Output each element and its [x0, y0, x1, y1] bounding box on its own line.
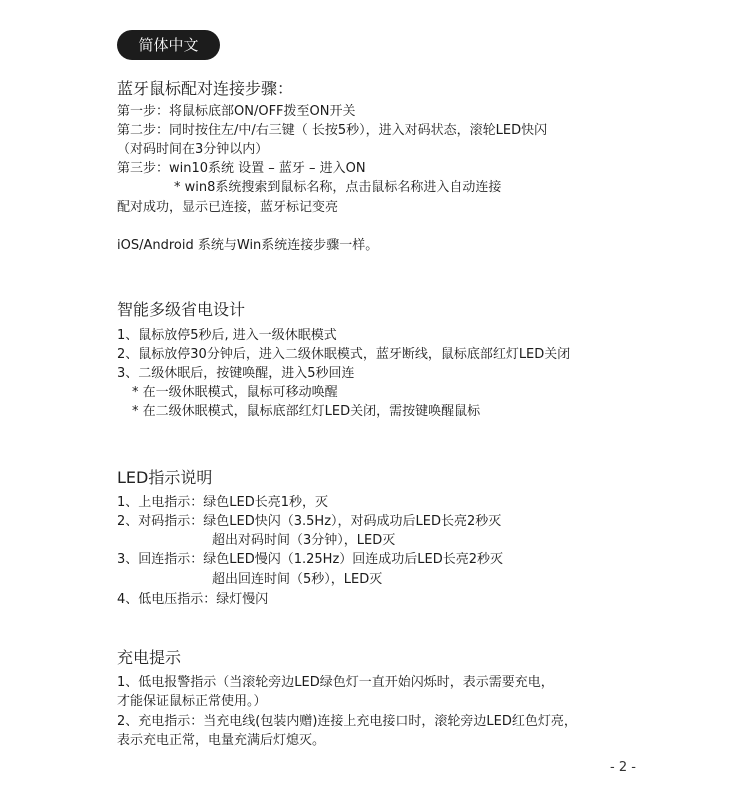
- charging-item-2: 2、充电指示：当充电线(包装内赠)连接上充电接口时，滚轮旁边LED红色灯亮，: [117, 714, 577, 729]
- power-saving-item-3: 3、二级休眠后，按键唤醒，进入5秒回连: [117, 366, 355, 381]
- bluetooth-pairing-title: 蓝牙鼠标配对连接步骤：: [117, 79, 294, 98]
- bluetooth-step-3: 第三步：win10系统 设置 – 蓝牙 – 进入ON: [117, 161, 366, 176]
- charging-item-1-cont: 才能保证鼠标正常使用。）: [117, 694, 267, 709]
- charging-item-2-cont: 表示充电正常，电量充满后灯熄灭。: [117, 733, 326, 748]
- bluetooth-ios-android-note: iOS/Android 系统与Win系统连接步骤一样。: [117, 238, 379, 253]
- power-saving-item-1: 1、鼠标放停5秒后, 进入一级休眠模式: [117, 328, 337, 343]
- bluetooth-step-2: 第二步：同时按住左/中/右三键（ 长按5秒），进入对码状态，滚轮LED快闪: [117, 123, 548, 138]
- led-item-3-timeout: 超出回连时间（5秒），LED灭: [212, 572, 383, 587]
- led-indicator-title: LED指示说明: [117, 468, 213, 487]
- led-item-2: 2、对码指示：绿色LED快闪（3.5Hz），对码成功后LED长亮2秒灭: [117, 514, 502, 529]
- power-saving-title: 智能多级省电设计: [117, 300, 246, 319]
- charging-title: 充电提示: [117, 648, 182, 667]
- led-item-1: 1、上电指示：绿色LED长亮1秒，灭: [117, 495, 329, 510]
- led-item-4: 4、低电压指示：绿灯慢闪: [117, 592, 269, 607]
- power-saving-note-2: * 在二级休眠模式，鼠标底部红灯LED关闭，需按键唤醒鼠标: [132, 404, 481, 419]
- page-number: - 2 -: [610, 760, 636, 775]
- bluetooth-step-3-win8-note: * win8系统搜索到鼠标名称，点击鼠标名称进入自动连接: [174, 180, 502, 195]
- bluetooth-step-2-note: （对码时间在3分钟以内）: [117, 142, 269, 157]
- bluetooth-step-1: 第一步：将鼠标底部ON/OFF拨至ON开关: [117, 104, 356, 119]
- power-saving-note-1: * 在一级休眠模式，鼠标可移动唤醒: [132, 385, 338, 400]
- led-item-2-timeout: 超出对码时间（3分钟），LED灭: [212, 533, 396, 548]
- language-badge: 简体中文: [117, 30, 220, 60]
- bluetooth-pair-success: 配对成功，显示已连接，蓝牙标记变亮: [117, 200, 339, 215]
- charging-item-1: 1、低电报警指示（当滚轮旁边LED绿色灯一直开始闪烁时，表示需要充电，: [117, 675, 554, 690]
- led-item-3: 3、回连指示：绿色LED慢闪（1.25Hz）回连成功后LED长亮2秒灭: [117, 552, 504, 567]
- power-saving-item-2: 2、鼠标放停30分钟后，进入二级休眠模式，蓝牙断线，鼠标底部红灯LED关闭: [117, 347, 571, 362]
